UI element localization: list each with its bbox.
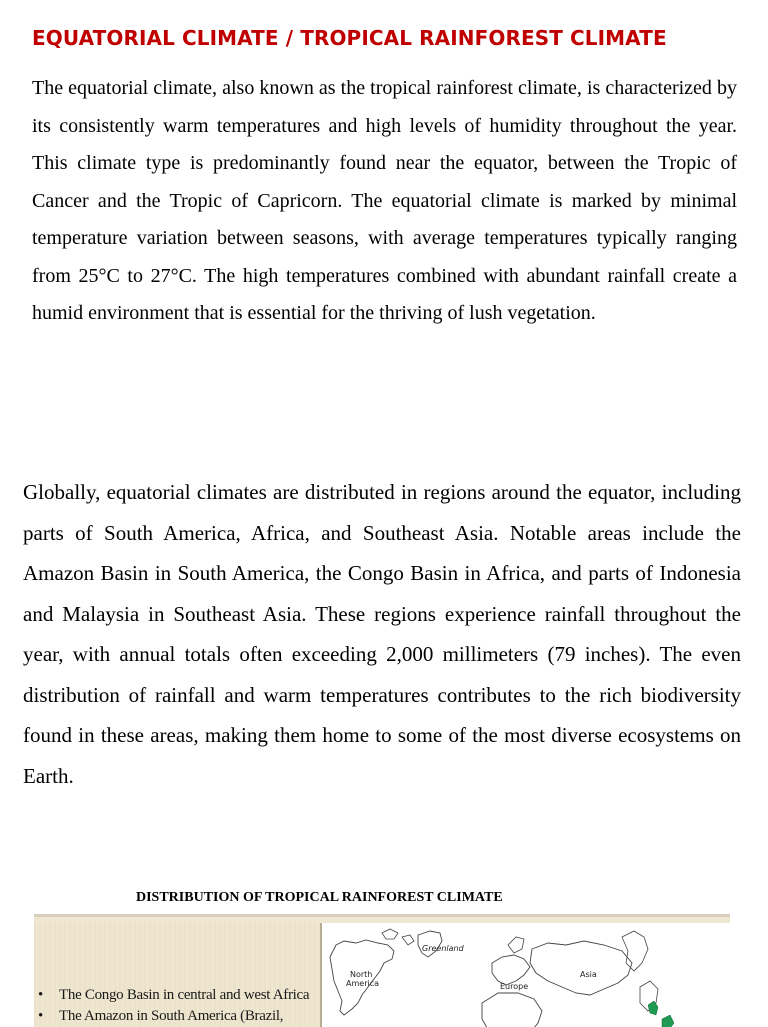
bullet-icon: • [38, 987, 43, 1003]
africa-outline [482, 993, 542, 1027]
scandinavia-outline [508, 937, 524, 953]
world-map [322, 923, 730, 1027]
map-label-asia: Asia [580, 970, 597, 979]
bullet-text: The Amazon in South America (Brazil, [59, 1008, 284, 1024]
europe-outline [492, 955, 530, 985]
figure-text-panel [34, 923, 322, 1027]
rainforest-region-southeast-asia [648, 1001, 658, 1015]
world-map-outline-icon [322, 923, 730, 1027]
map-label-north-america-line1: North [350, 970, 373, 979]
map-label-greenland: Greenland [422, 944, 464, 953]
arctic-islands-outline [382, 929, 414, 945]
rainforest-region-indonesia [662, 1015, 674, 1027]
list-item [38, 985, 309, 1006]
east-asia-outline [622, 931, 648, 971]
page-title: EQUATORIAL CLIMATE / TROPICAL RAINFOREST CLIMATE [32, 26, 667, 50]
bullet-text: The Congo Basin in central and west Africa [59, 987, 310, 1003]
figure-bullet-list [38, 985, 309, 1027]
distribution-paragraph: Globally, equatorial climates are distributed in regions around the equator, including parts of South America, Africa, and Southeast Asia. Notable areas include the Amazon Basin in South America, the Congo Basin in Africa, and parts of Indonesia and Malaysia in Southeast Asia. These regions experience rainfall throughout the year, with annual totals often exceeding 2,000 millimeters (79 inches). The even distribution of rainfall and warm temperatures contributes to the rich biodiversity found in these areas, making them home to some of the most diverse ecosystems on Earth. [23, 480, 741, 788]
intro-paragraph: The equatorial climate, also known as the tropical rainforest climate, is characterized by its consistently warm temperatures and high levels of humidity throughout the year. This climate type is predominantly found near the equator, between the Tropic of Cancer and the Tropic of Capricorn. The equatorial climate is marked by minimal temperature variation between seasons, with average temperatures typically ranging from 25°C to 27°C. The high temperatures combined with abundant rainfall create a humid environment that is essential for the thriving of lush vegetation. [32, 77, 737, 324]
bullet-icon: • [38, 1008, 43, 1024]
map-label-europe: Europe [500, 982, 529, 991]
asia-outline [530, 941, 632, 995]
figure-caption: DISTRIBUTION OF TROPICAL RAINFOREST CLIMATE [136, 890, 503, 905]
map-label-north-america [346, 970, 379, 988]
distribution-figure [34, 914, 730, 1027]
map-label-north-america-line2: America [346, 979, 379, 988]
